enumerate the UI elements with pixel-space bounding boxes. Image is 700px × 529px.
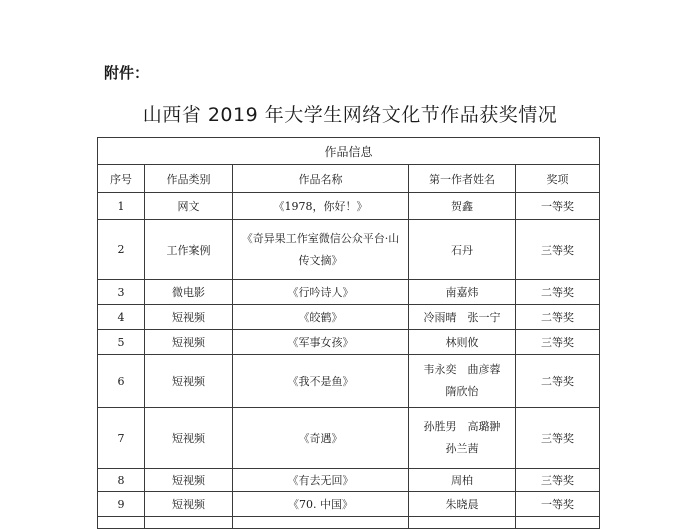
row-author: 冷雨晴 张一宁 <box>409 305 516 330</box>
group-header-cell: 作品信息 <box>98 138 600 165</box>
row-work: 《皎鹤》 <box>233 305 409 330</box>
row-award <box>516 517 600 529</box>
row-work: 《行吟诗人》 <box>233 280 409 305</box>
row-author: 林则攸 <box>409 330 516 355</box>
table-row <box>98 330 600 355</box>
row-category: 短视频 <box>145 492 233 517</box>
table-header-row <box>98 165 600 193</box>
row-work: 《奇遇》 <box>233 408 409 469</box>
row-work <box>233 517 409 529</box>
row-index: 3 <box>98 280 145 305</box>
row-author: 石丹 <box>409 220 516 280</box>
row-work: 《有去无回》 <box>233 469 409 492</box>
row-category: 短视频 <box>145 355 233 408</box>
table-row <box>98 193 600 220</box>
table-row <box>98 305 600 330</box>
row-award: 二等奖 <box>516 355 600 408</box>
row-index: 7 <box>98 408 145 469</box>
row-work: 《1978，你好！》 <box>233 193 409 220</box>
row-author <box>409 355 516 408</box>
table-row <box>98 469 600 492</box>
header-award: 奖项 <box>516 165 600 193</box>
row-author: 朱晓晨 <box>409 492 516 517</box>
row-category <box>145 517 233 529</box>
row-author-line: 孙胜男 高璐翀 <box>423 420 501 433</box>
table-row-partial <box>98 517 600 529</box>
row-index: 5 <box>98 330 145 355</box>
row-award: 二等奖 <box>516 305 600 330</box>
row-work: 《军事女孩》 <box>233 330 409 355</box>
row-index: 9 <box>98 492 145 517</box>
row-author: 南嘉炜 <box>409 280 516 305</box>
row-category: 短视频 <box>145 305 233 330</box>
table-row <box>98 220 600 280</box>
row-category: 短视频 <box>145 408 233 469</box>
header-category: 作品类别 <box>145 165 233 193</box>
row-category: 短视频 <box>145 469 233 492</box>
table-row <box>98 280 600 305</box>
row-work: 《70. 中国》 <box>233 492 409 517</box>
row-author-line: 隋欣怡 <box>445 385 479 398</box>
row-index: 1 <box>98 193 145 220</box>
row-work: 《我不是鱼》 <box>233 355 409 408</box>
header-author: 第一作者姓名 <box>409 165 516 193</box>
row-author-line: 孙兰茜 <box>445 442 479 455</box>
awards-table <box>97 137 600 529</box>
row-author-line: 韦永奕 曲彦蓉 <box>423 363 501 376</box>
table-group-header-row <box>98 138 600 165</box>
row-author <box>409 408 516 469</box>
row-award: 三等奖 <box>516 330 600 355</box>
document-title: 山西省 2019 年大学生网络文化节作品获奖情况 <box>142 104 558 126</box>
row-index: 6 <box>98 355 145 408</box>
row-index: 2 <box>98 220 145 280</box>
row-category: 网文 <box>145 193 233 220</box>
row-index: 8 <box>98 469 145 492</box>
attachment-label: 附件： <box>104 64 150 82</box>
row-award: 三等奖 <box>516 469 600 492</box>
row-index: 4 <box>98 305 145 330</box>
header-work: 作品名称 <box>233 165 409 193</box>
header-index: 序号 <box>98 165 145 193</box>
row-author: 周柏 <box>409 469 516 492</box>
row-author <box>409 517 516 529</box>
table-row <box>98 408 600 469</box>
table-row <box>98 355 600 408</box>
row-author: 贺鑫 <box>409 193 516 220</box>
row-award: 一等奖 <box>516 193 600 220</box>
row-work-line: 传文摘》 <box>298 253 343 267</box>
table-row <box>98 492 600 517</box>
row-category: 短视频 <box>145 330 233 355</box>
row-work-line: 《奇异果工作室微信公众平台·山 <box>241 231 400 245</box>
row-award: 三等奖 <box>516 408 600 469</box>
row-category: 工作案例 <box>145 220 233 280</box>
row-award: 一等奖 <box>516 492 600 517</box>
row-work <box>233 220 409 280</box>
row-award: 二等奖 <box>516 280 600 305</box>
row-award: 三等奖 <box>516 220 600 280</box>
row-index <box>98 517 145 529</box>
row-category: 微电影 <box>145 280 233 305</box>
